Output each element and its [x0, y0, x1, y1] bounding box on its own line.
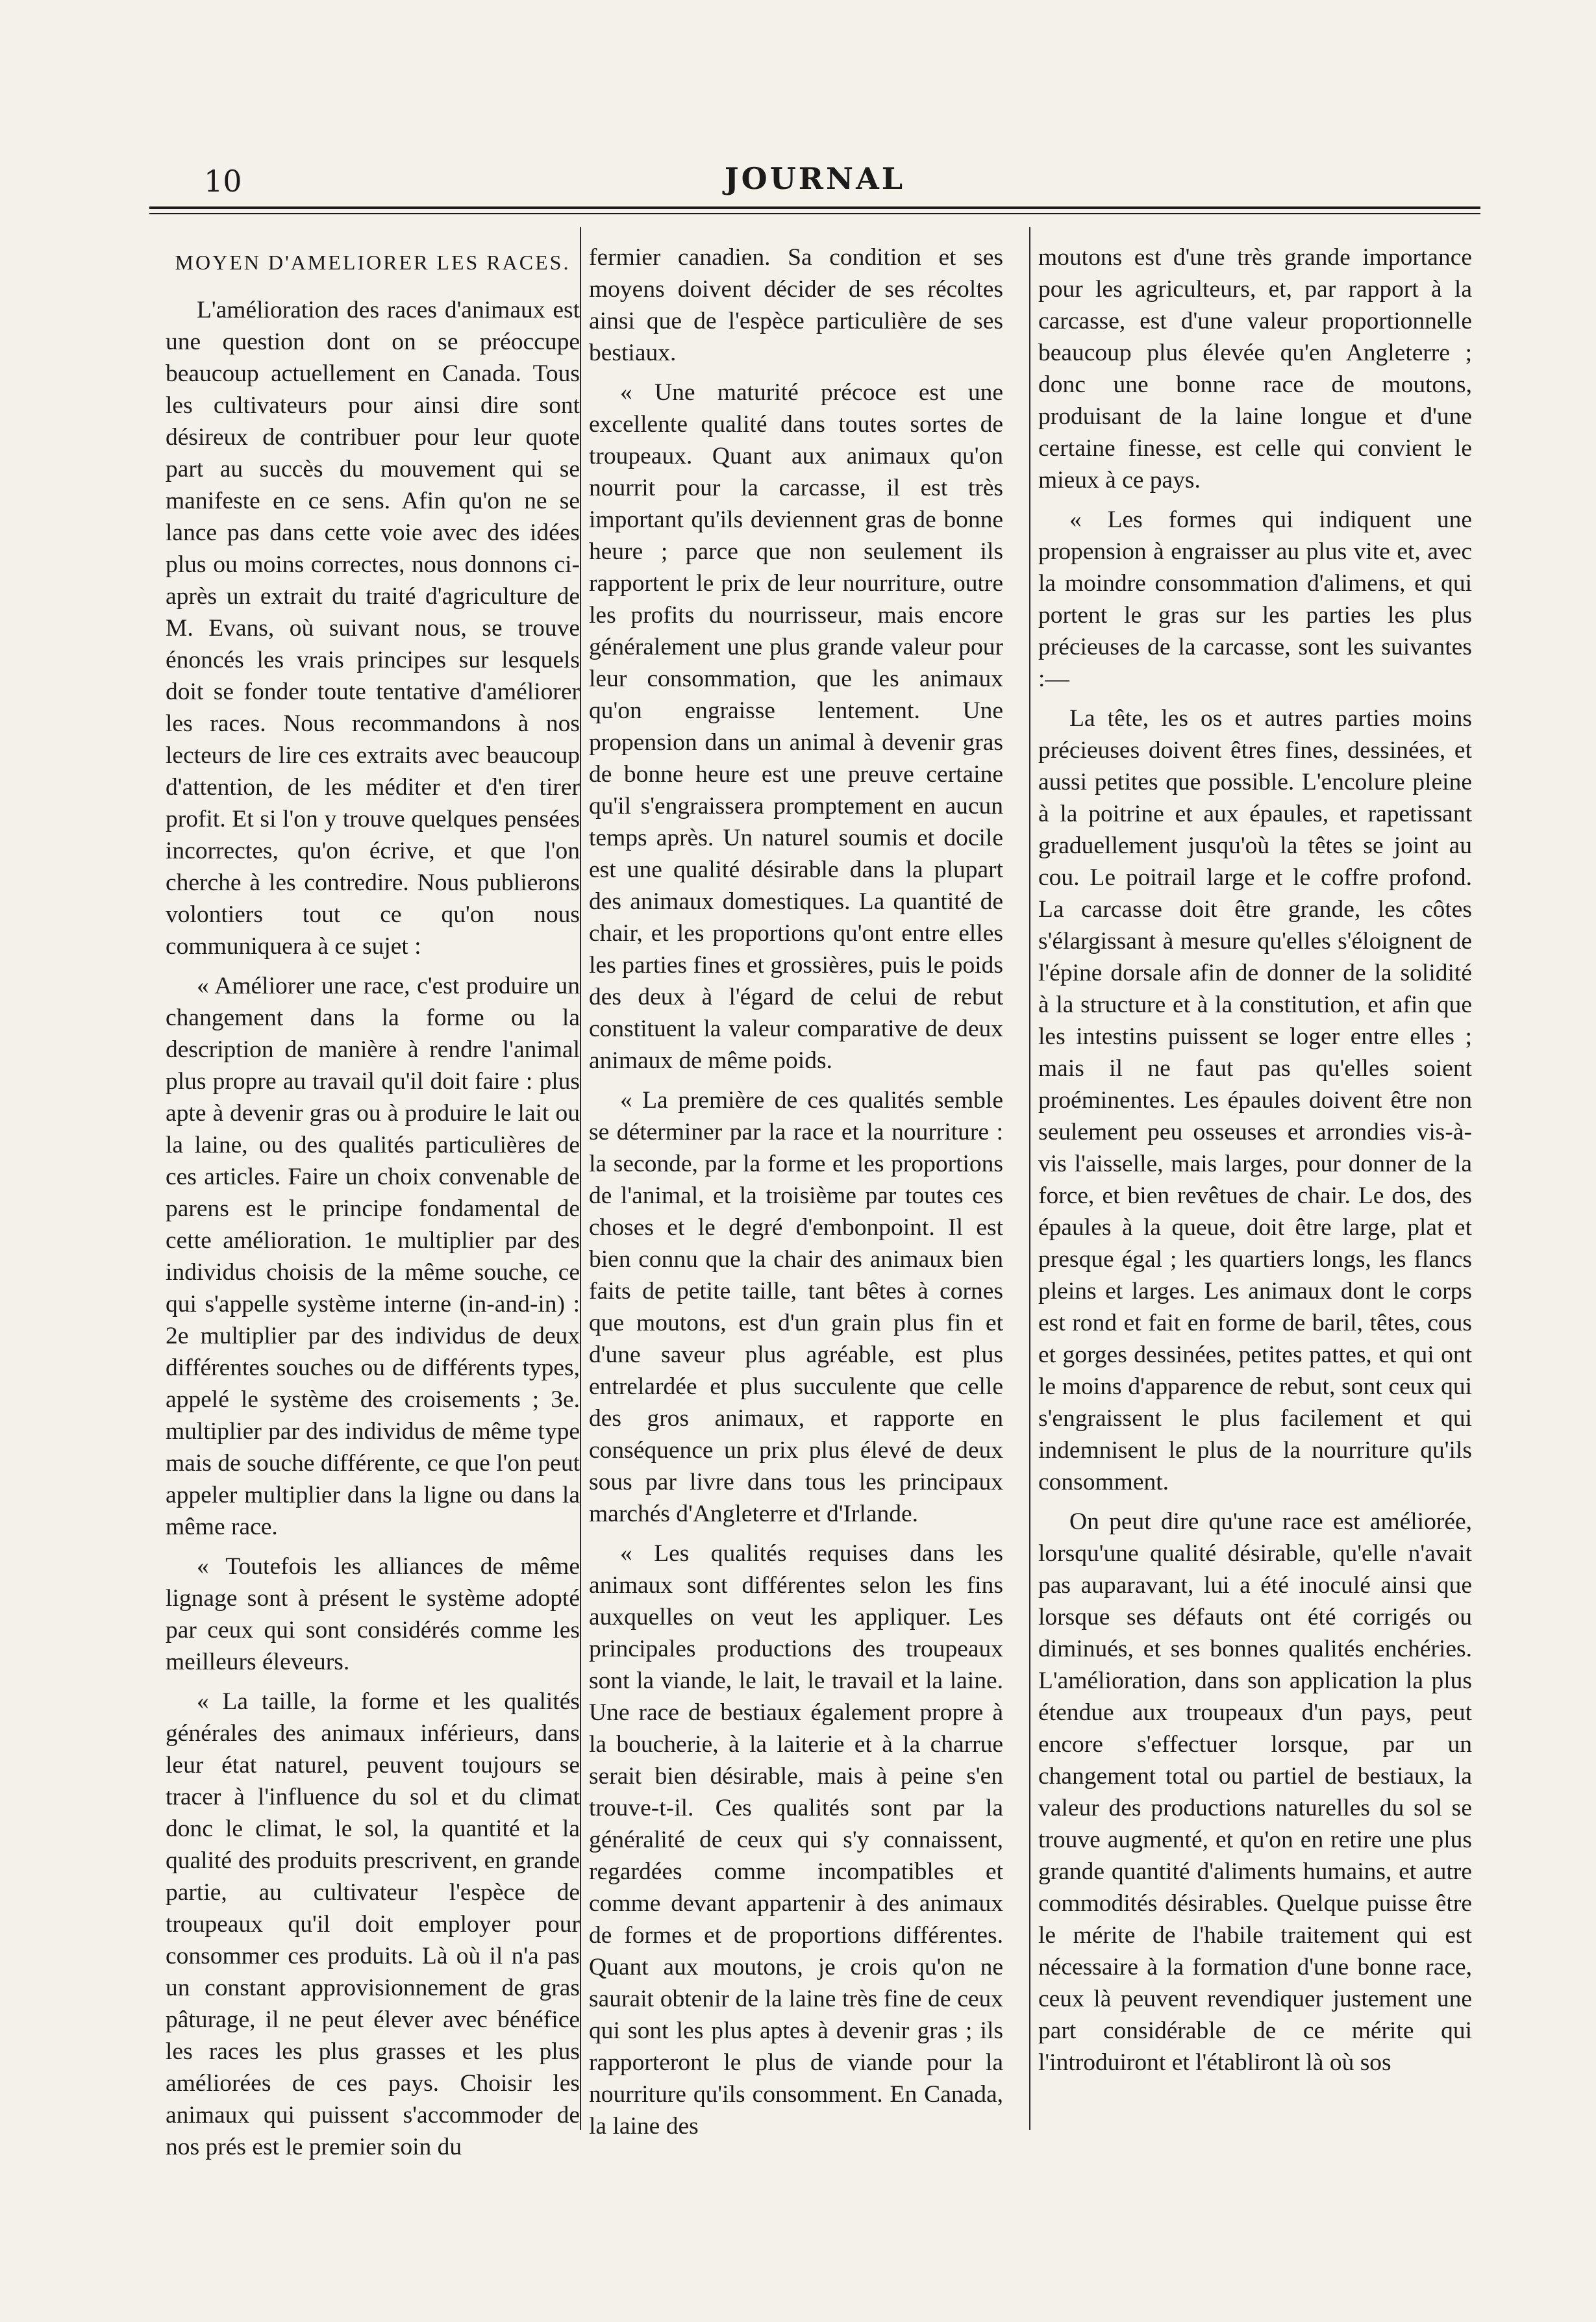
column-3	[1038, 242, 1472, 2086]
paragraph: « Les qualités requises dans les animaux sont différentes selon les fins auxquelles on veut les appliquer. Les principales productions des troupeaux sont la viande, le lait, le travail et la laine. Une race de bestiaux également propre à la boucherie, à la laiterie et à la charrue serait bien désirable, mais à peine s'en trouve-t-il. Ces qualités sont par la généralité de ceux qui s'y connaissent, regardées comme incompatibles et comme devant appartenir à des animaux de formes et de proportions différentes. Quant aux moutons, je crois qu'on ne saurait obtenir de la laine très fine de ceux qui sont les plus aptes à devenir gras ; ils rapporteront le plus de viande pour la nourriture qu'ils consomment. En Canada, la laine des	[589, 1540, 1003, 2140]
header-rule-thin	[149, 213, 1480, 214]
column-2	[589, 242, 1003, 2150]
paragraph: « Toutefois les alliances de même lignage sont à présent le système adopté par ceux qui sont considérés comme les meilleurs éleveurs.	[166, 1553, 580, 1675]
column-1	[166, 242, 580, 2171]
column-divider-2	[1029, 227, 1030, 2130]
paragraph: moutons est d'une très grande importance pour les agriculteurs, et, par rapport à la carcasse, est d'une valeur proportionnelle beaucoup plus élevée qu'en Angleterre ; donc une bonne race de moutons, produisant de la laine longue et d'une certaine finesse, est celle qui convient le mieux à ce pays.	[1038, 244, 1472, 493]
paragraph: « La première de ces qualités semble se déterminer par la race et la nourriture : la seconde, par la forme et les proportions de l'animal, et la troisième par toutes ces choses et le degré d'embonpoint. Il est bien connu que la chair des animaux bien faits de petite taille, tant bêtes à cornes que moutons, est d'un grain plus fin et d'une saveur plus agréable, est plus entrelardée et plus succulente que celle des gros animaux, et rapporte en conséquence un prix plus élevé de deux sous par livre dans tous les principaux marchés d'Angleterre et d'Irlande.	[589, 1087, 1003, 1527]
paragraph: « Une maturité précoce est une excellente qualité dans toutes sortes de troupeaux. Quant aux animaux qu'on nourrit pour la carcasse, il est très important qu'ils deviennent gras de bonne heure ; parce que non seulement ils rapportent le prix de leur nourriture, outre les profits du nourrisseur, mais encore généralement une plus grande valeur pour leur consommation, que les animaux qu'on engraisse lentement. Une propension dans un animal à devenir gras de bonne heure est une preuve certaine qu'il s'engraissera promptement en aucun temps après. Un naturel soumis et docile est une qualité désirable dans la plupart des animaux domestiques. La quantité de chair, et les proportions qu'ont entre elles les parties fines et grossières, puis le poids des deux à l'égard de celui de rebut constituent la valeur comparative de deux animaux de même poids.	[589, 379, 1003, 1074]
paragraph: « Améliorer une race, c'est produire un changement dans la forme ou la description de manière à rendre l'animal plus propre au travail qu'il doit faire : plus apte à devenir gras ou à produire le lait ou la laine, ou des qualités particulières de ces articles. Faire un choix convenable de parens est le principe fondamental de cette amélioration. 1e multiplier par des individus choisis de la même souche, ce qui s'appelle système interne (in-and-in) : 2e multiplier par des individus de deux différentes souches ou de différents types, appelé le système des croisements ; 3e. multiplier par des individus de même type mais de souche différente, ce que l'on peut appeler multiplier dans la ligne ou dans la même race.	[166, 973, 580, 1540]
paragraph: On peut dire qu'une race est améliorée, lorsqu'une qualité désirable, qu'elle n'avait pas auparavant, lui a été inoculé ainsi que lorsque ses défauts ont été corrigés ou diminués, et ses bonnes qualités enchéries. L'amélioration, dans son application la plus étendue aux troupeaux d'un pays, peut encore s'effectuer lorsque, par un changement total ou partiel de bestiaux, la valeur des productions naturelles du sol se trouve augmenté, et qu'on en retire une plus grande quantité d'aliments humains, et autre commodités désirables. Quelque puisse être le mérite de l'habile traitement qui est nécessaire à la formation d'une bonne race, ceux là peuvent revendiquer justement une part considérable de ce mérite qui l'introduiront et l'établiront là où sos	[1038, 1508, 1472, 2076]
paragraph: fermier canadien. Sa condition et ses moyens doivent décider de ses récoltes ainsi que de l'espèce particulière de ses bestiaux.	[589, 244, 1003, 366]
paragraph: La tête, les os et autres parties moins précieuses doivent êtres fines, dessinées, et aussi petites que possible. L'encolure pleine à la poitrine et aux épaules, et rapetissant graduellement jusqu'où la têtes se joint au cou. Le poitrail large et le coffre profond. La carcasse doit être grande, les côtes s'élargissant à mesure qu'elles s'éloignent de l'épine dorsale afin de donner de la solidité à la structure et à la constitution, et afin que les intestins puissent se loger entre elles ; mais il ne faut pas qu'elles soient proéminentes. Les épaules doivent être non seulement peu osseuses et arrondies vis-à-vis l'aisselle, mais larges, pour donner de la force, et bien revêtues de chair. Le dos, des épaules à la queue, doit être large, plat et presque égal ; les quartiers longs, les flancs pleins et larges. Les animaux dont le corps est rond et fait en forme de baril, têtes, cous et gorges dessinées, petites pattes, et qui ont le moins d'apparence de rebut, sont ceux qui s'engraissent le plus facilement et qui indemnisent le plus de la nourriture qu'ils consomment.	[1038, 705, 1472, 1495]
page-header	[156, 151, 1474, 203]
page-number: 10	[204, 164, 242, 199]
paragraph: « Les formes qui indiquent une propension à engraisser au plus vite et, avec la moindre consommation d'alimens, et qui portent le gras sur les parties les plus précieuses de la carcasse, sont les suivantes :—	[1038, 506, 1472, 692]
paragraph: « La taille, la forme et les qualités générales des animaux inférieurs, dans leur état naturel, peuvent toujours se tracer à l'influence du sol et du climat donc le climat, le sol, la quantité et la qualité des produits prescrivent, en grande partie, au cultivateur l'espèce de troupeaux qu'il doit employer pour consommer ces produits. Là où il n'a pas un constant approvisionnement de gras pâturage, il ne peut élever avec bénéfice les races les plus grasses et les plus améliorées de ces pays. Choisir les animaux qui puissent s'accommoder de nos prés est le premier soin du	[166, 1688, 580, 2160]
paragraph: L'amélioration des races d'animaux est une question dont on se préoccupe beaucoup actuellement en Canada. Tous les cultivateurs pour ainsi dire sont désireux de contribuer pour leur quote part au succès du mouvement qui se manifeste en ce sens. Afin qu'on ne se lance pas dans cette voie avec des idées plus ou moins correctes, nous donnons ci-après un extrait du traité d'agriculture de M. Evans, où suivant nous, se trouve énoncés les vrais principes sur lesquels doit se fonder toute tentative d'améliorer les races. Nous recommandons à nos lecteurs de lire ces extraits avec beaucoup d'attention, de les méditer et d'en tirer profit. Et si l'on y trouve quelques pensées incorrectes, qu'on écrive, et que l'on cherche à les contredire. Nous publierons volontiers tout ce qu'on nous communiquera à ce sujet :	[166, 297, 580, 960]
header-rule	[149, 206, 1480, 209]
running-title: JOURNAL	[724, 161, 906, 196]
column-divider-1	[580, 227, 581, 2130]
article-title: MOYEN D'AMELIORER LES RACES.	[175, 251, 571, 274]
